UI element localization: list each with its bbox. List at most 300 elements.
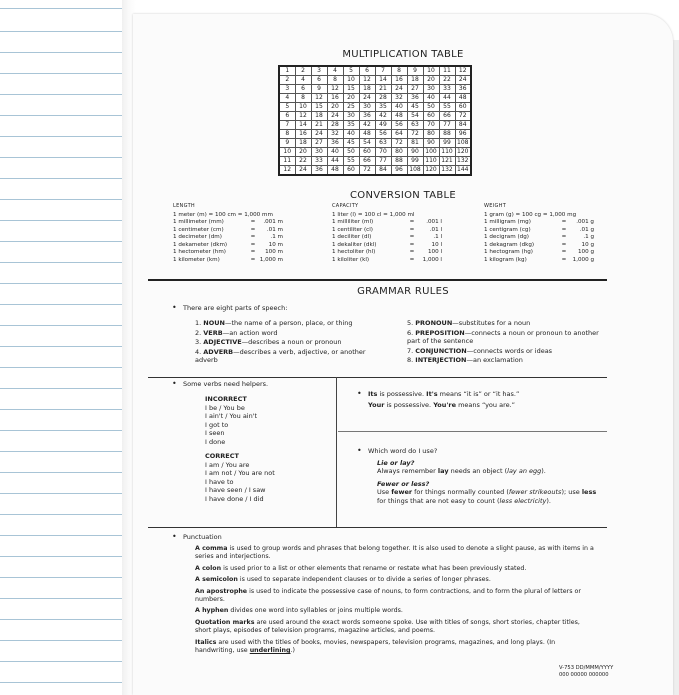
divider-1 xyxy=(148,377,607,378)
table-cell: 84 xyxy=(375,166,391,176)
length-row xyxy=(173,227,283,235)
table-cell: 6 xyxy=(279,112,295,121)
punctuation-definition: is used to separate independent clauses or to divide a series of longer phrases. xyxy=(237,576,491,584)
table-cell: 36 xyxy=(407,94,423,103)
table-cell: 7 xyxy=(375,66,391,76)
table-cell: 30 xyxy=(343,112,359,121)
table-cell: 121 xyxy=(439,157,455,166)
lie-bold: lay xyxy=(437,467,449,475)
capacity-row xyxy=(332,219,442,227)
table-cell: 33 xyxy=(439,85,455,94)
weight-cell: = xyxy=(561,256,567,263)
table-cell: 2 xyxy=(295,66,311,76)
your-word: Your xyxy=(368,400,385,409)
punctuation-definition: divides one word into syllables or joins multiple words. xyxy=(228,607,403,615)
capacity-row xyxy=(332,242,442,250)
table-cell: 100 xyxy=(423,148,439,157)
table-cell: 18 xyxy=(295,139,311,148)
capacity-cell: 10 l xyxy=(431,241,442,248)
table-cell: 54 xyxy=(359,139,375,148)
table-cell: 6 xyxy=(359,66,375,76)
lie-text-1: Always remember xyxy=(377,467,438,475)
table-cell: 42 xyxy=(359,121,375,130)
table-cell: 27 xyxy=(407,85,423,94)
reference-page xyxy=(133,14,673,695)
weight-cell: 1 decigram (dg) xyxy=(484,234,529,240)
table-cell: 14 xyxy=(375,76,391,85)
table-cell: 8 xyxy=(295,94,311,103)
punctuation-item xyxy=(195,639,595,656)
part-number: 7. xyxy=(407,346,416,355)
table-cell: 99 xyxy=(407,157,423,166)
length-cell: 100 m xyxy=(265,249,283,255)
punctuation-definition: are used with the titles of books, movies, newspapers, television programs, magazines, and long plays. (In handwriting, use xyxy=(195,638,556,655)
length-column xyxy=(173,203,283,264)
part-definition: —substitutes for a noun xyxy=(452,319,531,327)
table-cell: 16 xyxy=(391,76,407,85)
table-cell: 50 xyxy=(423,103,439,112)
punctuation-term: Italics xyxy=(195,638,217,646)
weight-cell: 1 hectogram (hg) xyxy=(484,249,533,255)
table-row xyxy=(279,94,471,103)
punctuation-term: A hyphen xyxy=(195,607,229,615)
table-cell: 11 xyxy=(279,157,295,166)
part-number: 2. xyxy=(195,328,204,337)
table-cell: 60 xyxy=(455,103,471,112)
table-cell: 48 xyxy=(391,112,407,121)
part-definition: —describes a verb, adjective, or another adverb xyxy=(195,347,366,364)
capacity-cell: 1 kiloliter (kl) xyxy=(332,256,370,263)
multiplication-title: MULTIPLICATION TABLE xyxy=(342,49,464,60)
table-cell: 28 xyxy=(375,94,391,103)
length-cell: = xyxy=(250,226,256,233)
incorrect-label: INCORRECT xyxy=(205,395,247,403)
table-cell: 24 xyxy=(455,76,471,85)
table-cell: 49 xyxy=(375,121,391,130)
length-cell: = xyxy=(250,219,256,225)
punctuation-item xyxy=(195,545,595,562)
lie-lay-question: Lie or lay? xyxy=(377,458,415,467)
table-cell: 20 xyxy=(327,103,343,112)
table-cell: 66 xyxy=(359,157,375,166)
table-cell: 72 xyxy=(455,112,471,121)
table-cell: 132 xyxy=(439,166,455,176)
capacity-cell: 1,000 l xyxy=(422,256,442,263)
table-row xyxy=(279,121,471,130)
table-cell: 40 xyxy=(423,94,439,103)
its-text-2: means “it is” or “it has.” xyxy=(437,390,520,398)
table-cell: 110 xyxy=(439,148,455,157)
capacity-cell: 1 hectoliter (hl) xyxy=(332,249,376,255)
table-cell: 21 xyxy=(375,85,391,94)
correct-example: I have to xyxy=(205,477,234,486)
table-cell: 110 xyxy=(423,157,439,166)
capacity-row xyxy=(332,257,442,265)
weight-cell: 1,000 g xyxy=(572,256,594,263)
length-row xyxy=(173,219,283,227)
table-cell: 20 xyxy=(295,148,311,157)
table-cell: 120 xyxy=(455,148,471,157)
table-cell: 3 xyxy=(311,66,327,76)
part-name: ADVERB xyxy=(203,347,234,356)
table-cell: 4 xyxy=(279,94,295,103)
part-name: PREPOSITION xyxy=(415,328,465,337)
weight-cell: 1 kilogram (kg) xyxy=(484,256,527,263)
weight-cell: .001 g xyxy=(576,219,594,225)
punctuation-definition: is used to group words and phrases that belong together. It is also used to denote a slight pause, as with items in a series and interjections. xyxy=(195,545,594,561)
table-cell: 56 xyxy=(391,121,407,130)
divider-2 xyxy=(338,431,607,432)
which-word-block xyxy=(368,447,600,505)
table-cell: 120 xyxy=(423,166,439,176)
length-row xyxy=(173,234,283,242)
weight-cell: = xyxy=(561,219,567,225)
capacity-cell: = xyxy=(409,234,415,240)
fewer-example: fewer strikeouts xyxy=(508,488,562,496)
part-definition: —connects a noun or pronoun to another part of the sentence xyxy=(407,328,599,345)
table-cell: 18 xyxy=(407,76,423,85)
table-cell: 18 xyxy=(311,112,327,121)
capacity-label: CAPACITY xyxy=(332,203,359,209)
table-cell: 3 xyxy=(279,85,295,94)
incorrect-example: I done xyxy=(205,437,226,446)
table-cell: 18 xyxy=(359,85,375,94)
table-cell: 80 xyxy=(391,148,407,157)
footer-code xyxy=(559,665,613,679)
lie-example: lay an egg xyxy=(507,467,542,475)
punctuation-term: An apostrophe xyxy=(195,587,248,595)
part-definition: —an exclamation xyxy=(466,356,523,364)
table-row xyxy=(279,85,471,94)
table-cell: 16 xyxy=(295,130,311,139)
length-cell: = xyxy=(250,234,256,240)
capacity-cell: 1 deciliter (dl) xyxy=(332,234,372,240)
part-of-speech-item xyxy=(407,347,607,356)
correct-example: I am not / You are not xyxy=(205,469,275,477)
weight-cell: 1 milligram (mg) xyxy=(484,219,531,225)
your-text-1: is possessive. xyxy=(384,400,434,409)
table-cell: 72 xyxy=(359,166,375,176)
table-cell: 36 xyxy=(327,139,343,148)
table-cell: 12 xyxy=(455,66,471,76)
youre-contraction: You're xyxy=(433,400,456,409)
table-cell: 12 xyxy=(311,94,327,103)
part-number: 6. xyxy=(407,328,416,337)
punctuation-definition: is used to indicate the possessive case of nouns, to form contractions, and to form the plural of letters or numbers. xyxy=(195,587,581,604)
part-definition: —an action word xyxy=(222,328,278,337)
table-cell: 50 xyxy=(343,148,359,157)
table-cell: 35 xyxy=(375,103,391,112)
footer-line-2: 000 00000 000000 xyxy=(559,672,609,678)
which-intro: • Which word do I use? xyxy=(368,447,600,456)
table-cell: 42 xyxy=(375,112,391,121)
table-cell: 16 xyxy=(327,94,343,103)
grammar-rule-line xyxy=(148,279,607,281)
parts-right-list xyxy=(407,319,607,366)
punctuation-intro-text: • Punctuation xyxy=(183,533,222,541)
table-cell: 72 xyxy=(407,130,423,139)
table-cell: 6 xyxy=(311,76,327,85)
table-row xyxy=(279,103,471,112)
length-cell: 1 decimeter (dm) xyxy=(173,234,222,240)
table-cell: 40 xyxy=(391,103,407,112)
capacity-cell: .001 l xyxy=(426,219,442,225)
parts-intro-text: • There are eight parts of speech: xyxy=(183,304,287,312)
helpers-intro-text: • Some verbs need helpers. xyxy=(183,380,268,388)
grammar-title: GRAMMAR RULES xyxy=(357,286,449,297)
correct-example: I am / You are xyxy=(205,460,250,469)
table-cell: 44 xyxy=(439,94,455,103)
table-row xyxy=(279,148,471,157)
length-cell: = xyxy=(250,241,256,248)
table-cell: 22 xyxy=(295,157,311,166)
capacity-cell: = xyxy=(409,226,415,233)
incorrect-example: I got to xyxy=(205,420,229,429)
left-ruled-page xyxy=(0,0,131,695)
table-cell: 10 xyxy=(343,76,359,85)
part-name: VERB xyxy=(203,328,223,337)
table-cell: 9 xyxy=(407,66,423,76)
weight-row xyxy=(484,227,594,235)
conversion-title: CONVERSION TABLE xyxy=(350,190,456,201)
table-cell: 10 xyxy=(423,66,439,76)
length-cell: 1 dekameter (dkm) xyxy=(173,241,228,248)
part-of-speech-item xyxy=(407,356,607,365)
correct-example: I have seen / I saw xyxy=(205,486,266,494)
part-of-speech-item xyxy=(195,329,383,338)
part-of-speech-item xyxy=(195,348,383,365)
table-cell: 21 xyxy=(311,121,327,130)
table-cell: 84 xyxy=(455,121,471,130)
table-cell: 1 xyxy=(279,66,295,76)
part-name: CONJUNCTION xyxy=(415,346,467,355)
table-cell: 2 xyxy=(279,76,295,85)
table-cell: 90 xyxy=(423,139,439,148)
punctuation-item xyxy=(195,576,595,584)
table-cell: 70 xyxy=(375,148,391,157)
table-cell: 5 xyxy=(343,66,359,76)
correct-label: CORRECT xyxy=(205,452,239,460)
table-cell: 5 xyxy=(279,103,295,112)
capacity-cell: = xyxy=(409,256,415,263)
table-cell: 30 xyxy=(423,85,439,94)
part-number: 1. xyxy=(195,319,204,327)
table-cell: 77 xyxy=(439,121,455,130)
part-number: 5. xyxy=(407,319,416,327)
weight-cell: .1 g xyxy=(583,234,594,240)
lie-text-3: ). xyxy=(541,467,546,475)
table-row xyxy=(279,66,471,76)
table-cell: 81 xyxy=(407,139,423,148)
table-cell: 33 xyxy=(311,157,327,166)
weight-cell: 1 centigram (cg) xyxy=(484,226,531,233)
table-cell: 55 xyxy=(439,103,455,112)
part-of-speech-item xyxy=(195,319,383,328)
table-cell: 70 xyxy=(423,121,439,130)
capacity-cell: = xyxy=(409,241,415,248)
table-row xyxy=(279,139,471,148)
punctuation-term: A colon xyxy=(195,564,222,572)
length-label: LENGTH xyxy=(173,203,195,209)
punctuation-term: A semicolon xyxy=(195,576,238,584)
table-cell: 9 xyxy=(311,85,327,94)
table-cell: 24 xyxy=(295,166,311,176)
table-cell: 36 xyxy=(359,112,375,121)
weight-row xyxy=(484,242,594,250)
part-of-speech-item xyxy=(195,338,383,347)
fewer-text-2: for things normally counted ( xyxy=(412,488,509,496)
length-cell: 1,000 m xyxy=(259,256,283,263)
table-cell: 36 xyxy=(311,166,327,176)
part-number: 8. xyxy=(407,356,416,364)
length-row xyxy=(173,257,283,265)
length-cell: 1 hectometer (hm) xyxy=(173,249,226,255)
part-name: PRONOUN xyxy=(415,319,453,327)
table-cell: 108 xyxy=(407,166,423,176)
table-cell: 44 xyxy=(327,157,343,166)
table-cell: 8 xyxy=(279,130,295,139)
table-cell: 45 xyxy=(343,139,359,148)
punctuation-term: A comma xyxy=(195,545,228,552)
capacity-column xyxy=(332,203,442,264)
weight-cell: = xyxy=(561,234,567,240)
table-cell: 24 xyxy=(359,94,375,103)
table-cell: 32 xyxy=(391,94,407,103)
table-cell: 14 xyxy=(295,121,311,130)
footer-line-1: V-753 DD/MMM/YYYY xyxy=(559,665,614,671)
table-cell: 10 xyxy=(295,103,311,112)
length-cell: = xyxy=(250,249,256,255)
table-cell: 40 xyxy=(327,148,343,157)
table-cell: 10 xyxy=(279,148,295,157)
table-cell: 7 xyxy=(279,121,295,130)
table-cell: 132 xyxy=(455,157,471,166)
your-text-2: means “you are.” xyxy=(456,400,516,409)
less-bold: less xyxy=(581,488,597,496)
table-cell: 48 xyxy=(455,94,471,103)
table-row xyxy=(279,166,471,176)
table-cell: 36 xyxy=(455,85,471,94)
table-cell: 30 xyxy=(359,103,375,112)
table-cell: 24 xyxy=(327,112,343,121)
incorrect-example: I be / You be xyxy=(205,403,245,412)
length-cell: 10 m xyxy=(268,241,283,248)
capacity-cell: 1 milliliter (ml) xyxy=(332,219,374,225)
table-cell: 45 xyxy=(407,103,423,112)
parts-intro xyxy=(183,304,287,313)
weight-cell: 1 dekagram (dkg) xyxy=(484,241,535,248)
weight-cell: = xyxy=(561,226,567,233)
punctuation-definition: is used prior to a list or other elements that rename or restate what has been previously stated. xyxy=(221,564,527,572)
its-contraction: It's xyxy=(426,390,438,398)
length-cell: .01 m xyxy=(266,226,283,233)
length-row xyxy=(173,249,283,257)
table-cell: 6 xyxy=(295,85,311,94)
table-cell: 48 xyxy=(327,166,343,176)
weight-label: WEIGHT xyxy=(484,203,507,209)
table-cell: 9 xyxy=(279,139,295,148)
table-cell: 80 xyxy=(423,130,439,139)
table-cell: 15 xyxy=(311,103,327,112)
table-cell: 56 xyxy=(375,130,391,139)
table-cell: 96 xyxy=(455,130,471,139)
table-cell: 60 xyxy=(423,112,439,121)
table-cell: 22 xyxy=(439,76,455,85)
capacity-cell: 1 dekaliter (dkl) xyxy=(332,241,377,248)
length-cell: 1 millimeter (mm) xyxy=(173,219,224,225)
table-cell: 8 xyxy=(327,76,343,85)
capacity-cell: 1 centiliter (cl) xyxy=(332,226,373,233)
punctuation-definition: are used around the exact words someone spoke. Use with titles of songs, short stories, chapter titles, short plays, episodes of television programs, magazine articles, and poems. xyxy=(195,618,580,635)
punctuation-term: Quotation marks xyxy=(195,618,255,626)
length-cell: 1 kilometer (km) xyxy=(173,256,220,263)
table-cell: 11 xyxy=(439,66,455,76)
fewer-text-5: ). xyxy=(546,496,551,505)
table-cell: 24 xyxy=(311,130,327,139)
table-cell: 99 xyxy=(439,139,455,148)
part-definition: —connects words or ideas xyxy=(466,346,553,355)
incorrect-example: I ain't / You ain't xyxy=(205,412,258,420)
page-stack-edge xyxy=(672,40,679,695)
length-cell: .1 m xyxy=(270,234,283,240)
part-name: ADJECTIVE xyxy=(203,338,242,346)
length-header: 1 meter (m) = 100 cm = 1,000 mm xyxy=(173,211,273,218)
table-cell: 32 xyxy=(327,130,343,139)
its-block xyxy=(368,390,598,409)
its-word: Its xyxy=(368,390,378,398)
weight-row xyxy=(484,249,594,257)
part-of-speech-item xyxy=(407,319,607,328)
part-definition: —the name of a person, place, or thing xyxy=(224,319,353,327)
fewer-text-1: Use xyxy=(377,488,392,496)
capacity-cell: 100 l xyxy=(427,249,442,255)
fewer-bold: fewer xyxy=(391,488,413,496)
capacity-cell: = xyxy=(409,219,415,225)
underline-term: underlining xyxy=(249,647,291,655)
table-cell: 12 xyxy=(295,112,311,121)
weight-header: 1 gram (g) = 100 cg = 1,000 mg xyxy=(484,211,577,218)
punctuation-intro xyxy=(183,533,222,542)
table-cell: 77 xyxy=(375,157,391,166)
correct-example: I have done / I did xyxy=(205,494,264,503)
capacity-cell: .01 l xyxy=(429,226,442,233)
table-row xyxy=(279,157,471,166)
part-name: INTERJECTION xyxy=(415,356,467,364)
table-cell: 30 xyxy=(311,148,327,157)
divider-3 xyxy=(148,527,607,528)
table-cell: 40 xyxy=(343,130,359,139)
table-cell: 24 xyxy=(391,85,407,94)
capacity-cell: = xyxy=(409,249,415,255)
punctuation-end: .) xyxy=(290,647,295,655)
weight-row xyxy=(484,257,594,265)
table-cell: 60 xyxy=(343,166,359,176)
table-cell: 12 xyxy=(359,76,375,85)
table-cell: 64 xyxy=(391,130,407,139)
multiplication-table xyxy=(278,65,472,176)
helpers-intro xyxy=(183,380,268,389)
table-cell: 4 xyxy=(327,66,343,76)
table-cell: 63 xyxy=(375,139,391,148)
vertical-divider xyxy=(336,377,337,527)
its-text-1: is possessive. xyxy=(377,390,427,398)
part-name: NOUN xyxy=(203,319,225,327)
punctuation-item xyxy=(195,607,595,615)
table-cell: 144 xyxy=(455,166,471,176)
weight-column xyxy=(484,203,594,264)
table-cell: 96 xyxy=(391,166,407,176)
length-cell: .001 m xyxy=(263,219,283,225)
